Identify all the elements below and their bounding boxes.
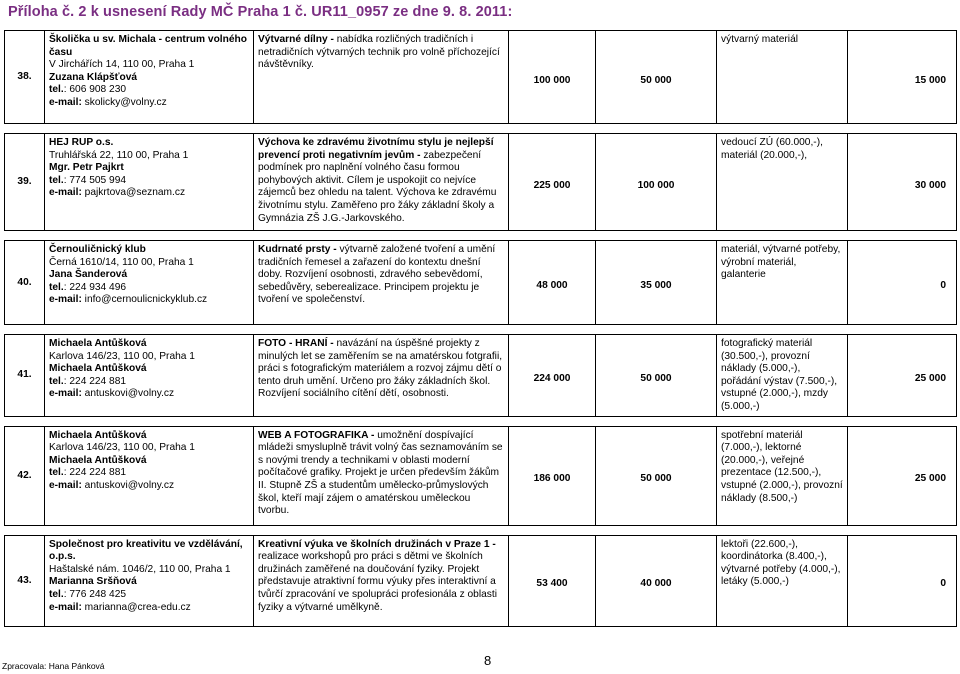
requested-amount: 40 000 (596, 535, 717, 626)
row-number: 38. (5, 31, 45, 124)
purpose-note: lektoři (22.600,-), koordinátorka (8.400,-), výtvarné potřeby (4.000,-), letáky (5.000,-) (717, 535, 848, 626)
project-title: Výtvarné dílny - (258, 34, 334, 45)
org-phone: tel.: 224 934 496 (49, 281, 127, 293)
org-contact: Jana Šanderová (49, 269, 128, 281)
org-contact: Michaela Antůšková (49, 363, 147, 375)
row-number: 42. (5, 426, 45, 525)
project-cell (254, 241, 509, 325)
org-email: e-mail: marianna@crea-edu.cz (49, 601, 191, 613)
org-phone: tel.: 224 224 881 (49, 467, 127, 479)
document-title: Příloha č. 2 k usnesení Rady MČ Praha 1 č. UR11_0957 ze dne 9. 8. 2011: (8, 4, 513, 20)
table-row (5, 426, 957, 525)
granted-amount: 25 000 (848, 335, 957, 417)
org-phone: tel.: 774 505 994 (49, 174, 127, 186)
purpose-note: vedoucí ZÚ (60.000,-), materiál (20.000,-), (717, 134, 848, 231)
total-cost: 100 000 (509, 31, 596, 124)
granted-amount: 25 000 (848, 426, 957, 525)
grant-table (4, 30, 957, 627)
org-phone: tel.: 776 248 425 (49, 588, 127, 600)
purpose-note: spotřební materiál (7.000,-), lektorné (20.000,-), veřejné prezentace (12.500,-), vstupné (2.000,-), provozní náklady (8.500,-) (717, 426, 848, 525)
project-description: zabezpečení podmínek pro naplnění volného času formou pohybových aktivit. Cílem je uspokojit co nejvíce zájemců bez ohledu na talent. Výchova ke zdravému životnímu stylu. Zaměřeno pro žáky základní školy a Gymnázia ZŠ J.G.-Jarkovského. (258, 149, 497, 224)
requested-amount: 50 000 (596, 335, 717, 417)
organization-cell (45, 535, 254, 626)
org-email: e-mail: antuskovi@volny.cz (49, 479, 175, 491)
row-number: 40. (5, 241, 45, 325)
organization-cell (45, 335, 254, 417)
row-number: 43. (5, 535, 45, 626)
org-address: Karlova 146/23, 110 00, Praha 1 (49, 350, 195, 362)
row-number: 39. (5, 134, 45, 231)
org-email: e-mail: info@cernoulicnickyklub.cz (49, 294, 208, 306)
org-contact: Marianna Sršňová (49, 576, 137, 588)
project-cell (254, 31, 509, 124)
purpose-note: výtvarný materiál (717, 31, 848, 124)
org-address: Haštalské nám. 1046/2, 110 00, Praha 1 (49, 563, 231, 575)
org-address: V Jirchářích 14, 110 00, Praha 1 (49, 59, 195, 71)
granted-amount: 0 (848, 241, 957, 325)
organization-cell (45, 241, 254, 325)
org-email: e-mail: antuskovi@volny.cz (49, 388, 175, 400)
org-address: Karlova 146/23, 110 00, Praha 1 (49, 442, 195, 454)
project-description: navázání na úspěšné projekty z minulých let se zaměřením se na amatérskou fotgrafii, práci s fotografickým materiálem a rozvoj zájmu dětí o tento druh umění. Určeno pro žáky základních škol. Rozvíjení sociálního cítění dětí, osobnosti. (258, 338, 503, 400)
organization-cell (45, 426, 254, 525)
table-row (5, 535, 957, 626)
org-phone: tel.: 606 908 230 (49, 84, 127, 96)
total-cost: 48 000 (509, 241, 596, 325)
org-name: Společnost pro kreativitu ve vzdělávání, o.p.s. (49, 538, 243, 563)
organization-cell (45, 31, 254, 124)
project-cell (254, 426, 509, 525)
org-contact: Zuzana Klápšťová (49, 71, 138, 83)
granted-amount: 30 000 (848, 134, 957, 231)
project-description: výtvarně založené tvoření a umění tradičních řemesel a zařazení do kontextu dnešní doby. Rozvíjení osobnosti, zdravého sebevědomí, sebedůvěry, seberealizace. Principem projektu je tvoření ve společenství. (258, 244, 496, 306)
project-description: realizace workshopů pro práci s dětmi ve školních družinách zaměřené na doučování fyziky. Projekt představuje atraktivní formu výuky přes interaktivní a tvůrčí zpracování ve spolupráci profesionála z oblasti fyziky a výtvarné umělkyně. (258, 551, 497, 613)
org-address: Truhlářská 22, 110 00, Praha 1 (49, 149, 189, 161)
total-cost: 225 000 (509, 134, 596, 231)
table-row (5, 134, 957, 231)
org-phone: tel.: 224 224 881 (49, 375, 127, 387)
project-description: nabídka rozličných tradičních i netradičních výtvarných technik pro volně příchozející návštěvníky. (258, 34, 500, 71)
requested-amount: 100 000 (596, 134, 717, 231)
org-name: Michaela Antůšková (49, 429, 147, 441)
project-title: Kreativní výuka ve školních družinách v Praze 1 - (258, 538, 496, 550)
org-name: Školička u sv. Michala - centrum volného času (49, 34, 247, 58)
org-contact: Michaela Antůšková (49, 454, 147, 466)
granted-amount: 0 (848, 535, 957, 626)
table-row (5, 241, 957, 325)
project-description: umožnění dospívající mládeži smysluplně trávit volný čas seznamováním se s novými trendy a technikami v oblasti moderní počítačové grafiky. Projekt je určen především žákům II. Stupně ZŠ a studentům umělecko-průmyslových škol, kteří mají zájem o amatérskou uměleckou tvorbu. (258, 429, 503, 517)
requested-amount: 35 000 (596, 241, 717, 325)
org-contact: Mgr. Petr Pajkrt (49, 162, 124, 174)
org-name: HEJ RUP o.s. (49, 137, 114, 148)
purpose-note: materiál, výtvarné potřeby, výrobní materiál, galanterie (717, 241, 848, 325)
page-number: 8 (484, 653, 492, 668)
purpose-note: fotografický materiál (30.500,-), provozní náklady (5.000,-), pořádání výstav (7.500,-), vstupné (2.000,-), mzdy (5.000,-) (717, 335, 848, 417)
project-title: WEB A FOTOGRAFIKA - (258, 429, 375, 441)
row-number: 41. (5, 335, 45, 417)
org-email: e-mail: pajkrtova@seznam.cz (49, 187, 186, 199)
org-name: Černouličnický klub (49, 244, 146, 255)
project-cell (254, 335, 509, 417)
project-cell (254, 535, 509, 626)
org-name: Michaela Antůšková (49, 338, 147, 349)
project-title: Kudrnaté prsty - (258, 244, 337, 255)
organization-cell (45, 134, 254, 231)
table-row (5, 31, 957, 124)
requested-amount: 50 000 (596, 426, 717, 525)
total-cost: 224 000 (509, 335, 596, 417)
project-title: FOTO - HRANÍ - (258, 338, 334, 349)
requested-amount: 50 000 (596, 31, 717, 124)
project-title: Výchova ke zdravému životnímu stylu je nejlepší prevencí proti negativním jevům - (258, 137, 494, 161)
total-cost: 53 400 (509, 535, 596, 626)
org-address: Černá 1610/14, 110 00, Praha 1 (49, 256, 194, 268)
processed-by: Zpracovala: Hana Pánková (2, 661, 105, 671)
org-email: e-mail: skolicky@volny.cz (49, 96, 167, 108)
granted-amount: 15 000 (848, 31, 957, 124)
total-cost: 186 000 (509, 426, 596, 525)
table-row (5, 335, 957, 417)
project-cell (254, 134, 509, 231)
